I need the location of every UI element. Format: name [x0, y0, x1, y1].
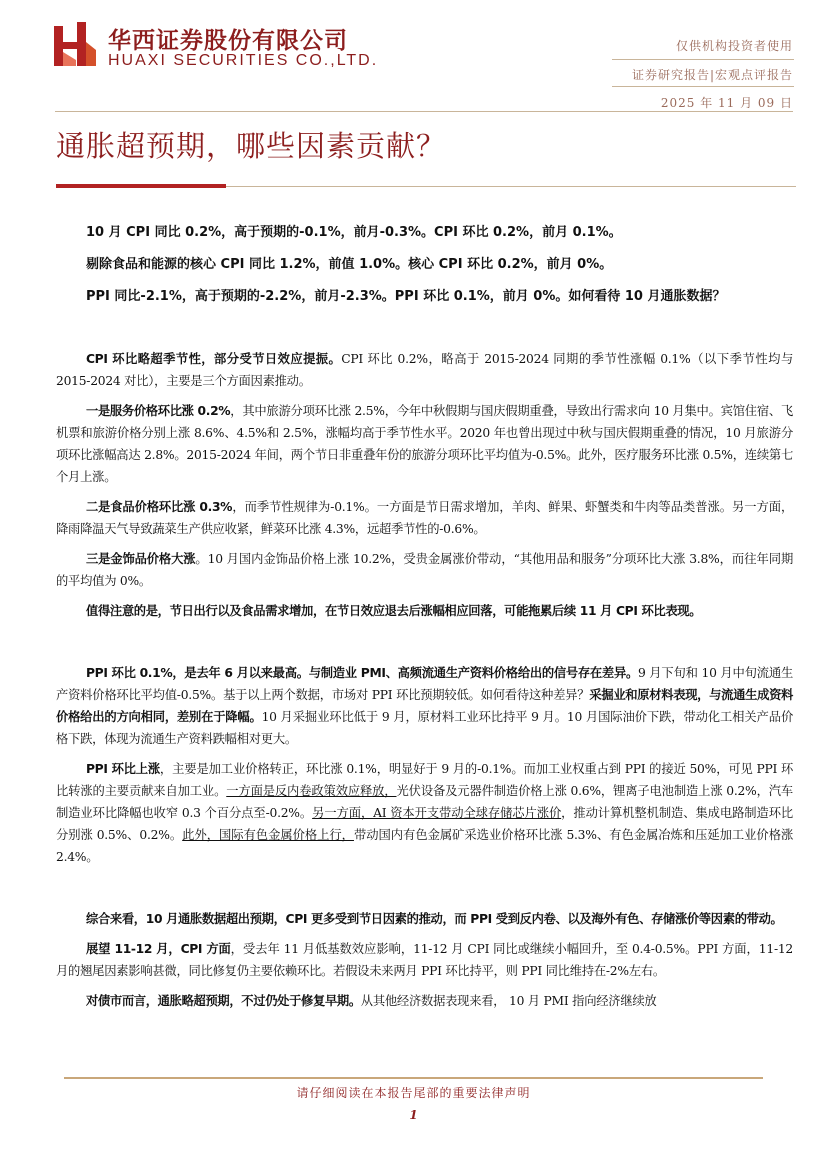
- company-name-en: HUAXI SECURITIES CO.,LTD.: [108, 52, 379, 69]
- huaxi-logo: [52, 20, 98, 70]
- header-rule: [55, 111, 793, 112]
- footer-rule: [64, 1077, 763, 1079]
- paragraph: 二是食品价格环比涨 0.3%，而季节性规律为-0.1%。一方面是节日需求增加，羊肉、鲜果、虾蟹类和牛肉等品类普涨。另一方面，降雨降温天气导致蔬菜生产供应收紧，鲜菜环比涨 4.3%，远超季节性的-0.6%。: [56, 500, 793, 536]
- report-category: 证券研究报告|宏观点评报告: [631, 68, 793, 82]
- header-divider: [612, 59, 794, 60]
- audience-note: 仅供机构投资者使用: [675, 39, 793, 53]
- paragraph: 展望 11-12 月，CPI 方面，受去年 11 月低基数效应影响，11-12 月 CPI 同比或继续小幅回升，至 0.4-0.5%。PPI 方面，11-12 月的翘尾因素影响甚微，同比修复仍主要依赖环比。若假设未来两月 PPI 环比持平，则 PPI 同比维持在-2%左右。: [56, 942, 793, 978]
- company-name-cn: 华西证券股份有限公司: [108, 28, 348, 54]
- paragraph: 综合来看，10 月通胀数据超出预期，CPI 更多受到节日因素的推动，而 PPI 受到反内卷、以及海外有色、存储涨价等因素的带动。: [86, 912, 783, 926]
- summary-line: PPI 同比-2.1%，高于预期的-2.2%，前月-2.3%。PPI 环比 0.1%，前月 0%。如何看待 10 月通胀数据？: [86, 289, 726, 304]
- report-body: [56, 222, 794, 1020]
- paragraph: 三是金饰品价格大涨。10 月国内金饰品价格上涨 10.2%，受贵金属涨价带动，“其他用品和服务”分项环比大涨 3.8%，而往年同期的平均值为 0%。: [56, 552, 793, 588]
- summary-line: 剔除食品和能源的核心 CPI 同比 1.2%，前值 1.0%。核心 CPI 环比 0.2%，前月 0%。: [86, 257, 613, 272]
- paragraph: PPI 环比上涨，主要是加工业价格转正，环比涨 0.1%，明显好于 9 月的-0.1%。而加工业权重占到 PPI 的接近 50%，可见 PPI 环比转涨的主要贡献来自加工业。一方面是反内卷政策效应释放，光伏设备及元器件制造价格上涨 0.6%，锂离子电池制造上涨 0.2%，汽车制造业环比降幅也收窄 0.3 个百分点至-0.2%。另一方面，AI 资本开支带动全球存储芯片涨价，推动计算机整机制造、集成电路制造环比分别涨 0.5%、0.2%。此外，国际有色金属价格上行，带动国内有色金属矿采选业价格环比涨 5.3%、有色金属冶炼和压延加工业价格涨 2.4%。: [56, 762, 794, 864]
- page-title: 通胀超预期，哪些因素贡献？: [56, 129, 447, 163]
- page-number: 1: [409, 1108, 418, 1122]
- paragraph: PPI 环比 0.1%，是去年 6 月以来最高。与制造业 PMI、高频流通生产资料价格给出的信号存在差异。9 月下旬和 10 月中旬流通生产资料价格环比平均值-0.5%。基于以上两个数据，市场对 PPI 环比预期较低。如何看待这种差异？采掘业和原材料表现，与流通生成资料价格给出的方向相同，差别在于降幅。10 月采掘业环比低于 9 月，原材料工业环比持平 9 月。10 月国际油价下跌，带动化工相关产品价格下跌，体现为流通生产资料跌幅相对更大。: [56, 666, 794, 746]
- paragraph: 值得注意的是，节日出行以及食品需求增加，在节日效应退去后涨幅相应回落，可能拖累后续 11 月 CPI 环比表现。: [86, 604, 702, 618]
- paragraph: 一是服务价格环比涨 0.2%，其中旅游分项环比涨 2.5%，今年中秋假期与国庆假期重叠，导致出行需求向 10 月集中。宾馆住宿、飞机票和旅游价格分别上涨 8.6%、4.5%和 2.5%，涨幅均高于季节性水平。2020 年也曾出现过中秋与国庆假期重叠的情况，10 月旅游分项环比涨幅高达 2.8%。2015-2024 年间，两个节日非重叠年份的旅游分项环比平均值为-0.5%。此外，医疗服务环比涨 0.5%，连续第七个月上涨。: [56, 404, 793, 484]
- legal-disclaimer: 请仔细阅读在本报告尾部的重要法律声明: [296, 1086, 531, 1100]
- header-divider: [612, 86, 794, 87]
- title-underline: [56, 184, 796, 188]
- paragraph: 对债市而言，通胀略超预期，不过仍处于修复早期。从其他经济数据表现来看， 10 月 PMI 指向经济继续放: [86, 994, 657, 1008]
- paragraph: CPI 环比略超季节性，部分受节日效应提振。CPI 环比 0.2%，略高于 2015-2024 同期的季节性涨幅 0.1%（以下季节性均与 2015-2024 对比），主要是三个方面因素推动。: [56, 352, 794, 388]
- report-date: 2025 年 11 月 09 日: [660, 96, 793, 110]
- summary-line: 10 月 CPI 同比 0.2%，高于预期的-0.1%，前月-0.3%。CPI 环比 0.2%，前月 0.1%。: [86, 225, 622, 240]
